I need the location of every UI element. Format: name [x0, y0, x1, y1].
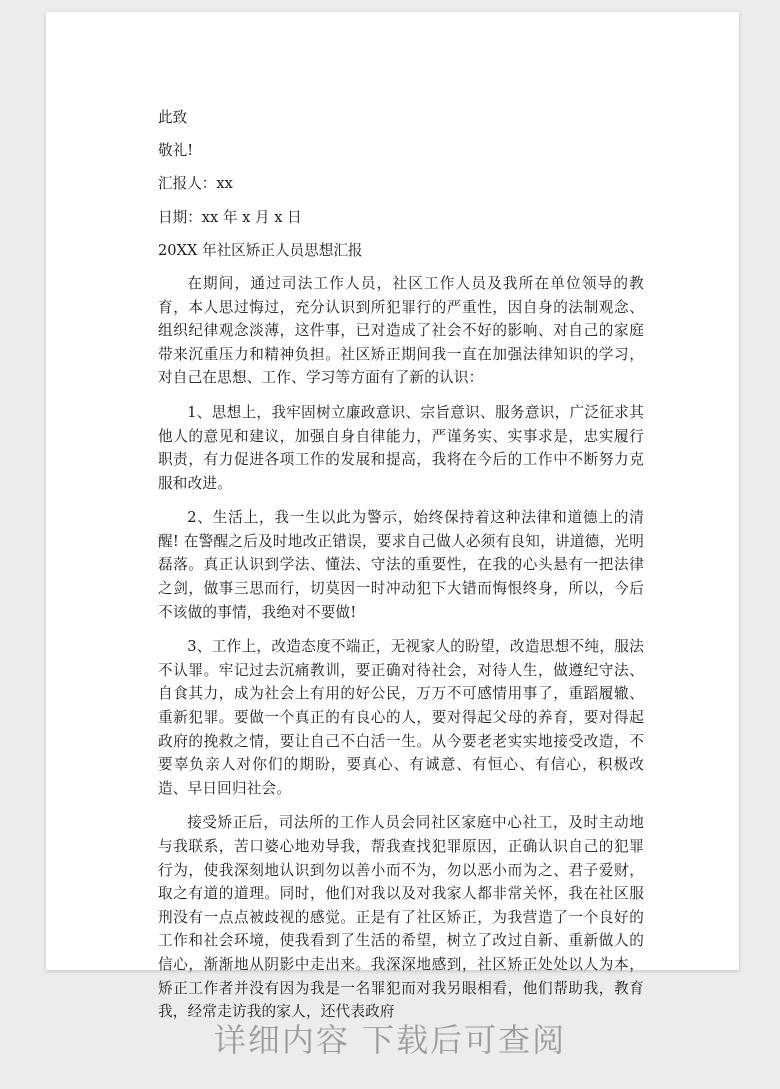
document-title: 20XX 年社区矫正人员思想汇报	[158, 241, 363, 259]
paragraph-correction: 接受矫正后，司法所的工作人员会同社区家庭中心社工，及时主动地与我联系，苦口婆心地劝导我，帮我查找犯罪原因，正确认识自己的犯罪行为，使我深刻地认识到勿以善小而不为，勿以恶小而为之、君子爱财，取之有道的道理。同时，他们对我以及对我家人都非常关怀，我在社区服刑没有一点点被歧视的感觉。正是有了社区矫正，为我营造了一个良好的工作和社会环境，使我看到了生活的希望，树立了改过自新、重新做人的信心，渐渐地从阴影中走出来。我深深地感到，社区矫正处处以人为本，矫正工作者并没有因为我是一名罪犯而对我另眼相看，他们帮助我，教育我，经常走访我的家人，还代表政府	[158, 814, 644, 1021]
paragraph-thought: 1、思想上，我牢固树立廉政意识、宗旨意识、服务意识，广泛征求其他人的意见和建议，加强自身自律能力，严谨务实、实事求是，忠实履行职责，有力促进各项工作的发展和提高，我将在今后的工作中不断努力克服和改进。	[158, 403, 644, 492]
document-body	[158, 106, 644, 1035]
document-page	[46, 12, 739, 1021]
closing-line: 此致	[158, 109, 188, 126]
date-line: 日期：xx 年 x 月 x 日	[158, 208, 302, 226]
paragraph-life: 2、生活上，我一生以此为警示，始终保持着这种法律和道德上的清醒! 在警醒之后及时地改正错误，要求自己做人必须有良知，讲道德，光明磊落。真正认识到学法、懂法、守法的重要性，在我的心头悬有一把法律之剑，做事三思而行，切莫因一时冲动犯下大错而悔恨终身，所以，今后不该做的事情，我绝对不要做!	[158, 509, 644, 621]
salutation-line: 敬礼!	[158, 142, 194, 160]
reporter-line: 汇报人：xx	[158, 175, 233, 193]
paragraph-work: 3、工作上，改造态度不端正，无视家人的盼望，改造思想不纯，服法不认罪。牢记过去沉痛教训，要正确对待社会，对待人生，做遵纪守法、自食其力，成为社会上有用的好公民，万万不可感情用事了，重蹈履辙、重新犯罪。要做一个真正的有良心的人，要对得起父母的养育，要对得起政府的挽救之情，要让自己不白活一生。从今要老老实实地接受改造，不要辜负亲人对你们的期盼，要真心、有诚意、有恒心、有信心，积极改造、早日回归社会。	[158, 638, 644, 797]
paragraph-intro: 在期间，通过司法工作人员，社区工作人员及我所在单位领导的教育，本人思过悔过，充分认识到所犯罪行的严重性，因自身的法制观念、组织纪律观念淡薄，这件事，已对造成了社会不好的影响、对自己的家庭带来沉重压力和精神负担。社区矫正期间我一直在加强法律知识的学习，对自己在思想、工作、学习等方面有了新的认识：	[158, 274, 644, 387]
download-prompt: 详细内容 下载后可查阅	[213, 1021, 567, 1059]
